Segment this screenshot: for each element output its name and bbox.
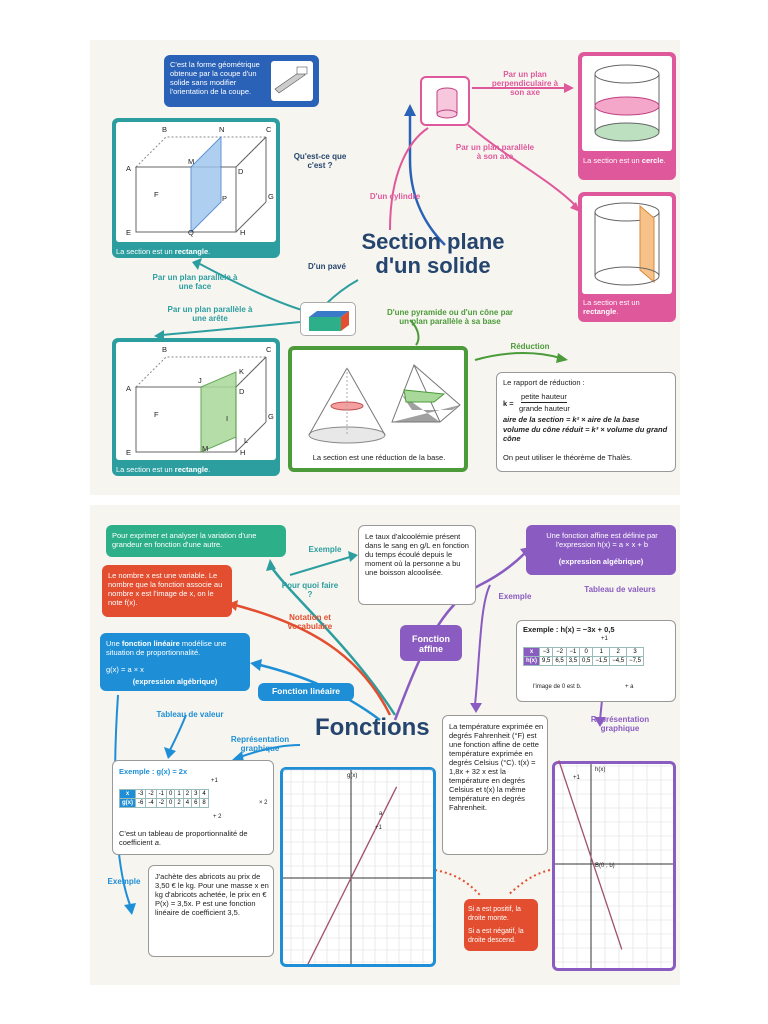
h-x-cell: 1	[593, 648, 610, 657]
cylinder-label: D'un cylindre	[369, 192, 421, 201]
vertex-f: F	[154, 410, 159, 419]
g-gx-cell: 6	[192, 799, 200, 808]
linear-def-text: Une fonction linéaire modélise une situation de proportionnalité.	[106, 639, 227, 657]
linear-example-title: Exemple : g(x) = 2x	[119, 767, 188, 776]
notation-label: Notation et vocabulaire	[287, 613, 333, 631]
linear-expression: g(x) = a × x	[106, 665, 144, 674]
pave-edge-box	[112, 338, 280, 476]
fahrenheit-text: La température exprimée en degrés Fahrenheit (°F) est une fonction affine de cette température exprimée en degrés Celsius (°C). t(x) = 1,8x + 32 x est la température en degrés Celsius et t(x) la même température en degrés Fahrenheit.	[449, 722, 544, 812]
vertex-d: D	[238, 167, 244, 176]
graph1-y-label: g(x)	[347, 773, 358, 779]
h-x-cell: 2	[610, 648, 627, 657]
g-x-cell: -1	[156, 790, 166, 799]
g-x-cell: 2	[183, 790, 191, 799]
pave-icon	[300, 302, 356, 336]
parallel-axis-label: Par un plan parallèle à son axe	[455, 143, 535, 161]
pave-edge-figure	[116, 342, 276, 460]
parallel-edge-label: Par un plan parallèle à une arête	[167, 305, 253, 323]
pave-label: D'un pavé	[308, 262, 346, 271]
vertex-c: C	[266, 125, 272, 134]
section-plane-page	[90, 40, 680, 495]
example-label-2: Exemple	[107, 877, 141, 886]
g-x-cell: -3	[136, 790, 146, 799]
h-hx-cell: 3,5	[566, 657, 579, 666]
affine-function-line	[559, 760, 622, 949]
question-label: Qu'est-ce que c'est ?	[293, 152, 347, 170]
value-table-label: Tableau de valeur	[156, 710, 224, 719]
reduction-label: Réduction	[510, 342, 550, 351]
apricot-example-box	[148, 865, 274, 957]
h-x-cell: −1	[566, 648, 579, 657]
vertex-m: M	[188, 157, 195, 166]
pyramid-label: D'une pyramide ou d'un cône par un plan parallèle à sa base	[386, 308, 514, 326]
vertex-i: I	[226, 414, 229, 423]
cylinder-circle-caption: La section est un cercle.	[583, 156, 666, 165]
cylinder-rect-caption: La section est un rectangle.	[583, 298, 640, 316]
proportionality-note: C'est un tableau de proportionnalité de coefficient a.	[119, 829, 248, 847]
affine-graph	[552, 761, 676, 971]
definition-box	[164, 55, 319, 107]
vertex-a: A	[126, 384, 132, 393]
linear-def-box	[100, 633, 250, 691]
alcohol-example-text: Le taux d'alcoolémie présent dans le sang en g/L en fonction du temps écoulé depuis le moment où la personne a bu une boisson alcoolisée.	[365, 532, 469, 577]
parallel-face-label: Par un plan parallèle à une face	[152, 273, 238, 291]
graph1-slope: a	[379, 811, 383, 817]
ratio-denominator: grande hauteur	[519, 404, 570, 413]
cylinder-icon	[420, 76, 470, 126]
linear-function-label: Fonction linéaire	[271, 686, 340, 696]
g-x-cell: 1	[175, 790, 183, 799]
slope-positive-note: Si a est positif, la droite monte.	[468, 906, 521, 922]
vertex-e: E	[126, 448, 132, 457]
h-hx-cell: −4,5	[610, 657, 627, 666]
linear-function-tag	[258, 683, 354, 701]
linear-factor: × 2	[259, 800, 268, 806]
vertex-a: A	[126, 164, 132, 173]
g-gx-cell: 2	[175, 799, 183, 808]
graph2-step: +1	[573, 775, 580, 781]
g-x-header: x	[120, 790, 136, 799]
fonctions-page	[90, 505, 680, 985]
perpendicular-label: Par un plan perpendiculaire à son axe	[491, 70, 559, 97]
h-x-cell: 3	[627, 648, 644, 657]
alcohol-example-box	[358, 525, 476, 605]
g-gx-cell: 0	[167, 799, 175, 808]
slope-note-box	[464, 899, 538, 951]
graph2-intercept: B(0 ; b)	[595, 863, 615, 869]
affine-values-table	[523, 647, 644, 666]
affine-def-box	[526, 525, 676, 575]
slope-negative-note: Si a est négatif, la droite descend.	[468, 928, 524, 944]
graph-label-1: Représentation graphique	[230, 735, 290, 753]
linear-values-table	[119, 789, 209, 808]
affine-table-box	[516, 620, 676, 702]
pave-face-box	[112, 118, 280, 258]
ratio-box	[496, 372, 676, 472]
cylinder-rect-box	[578, 192, 676, 322]
fahrenheit-box	[442, 715, 548, 855]
cylinder-circle-figure	[582, 56, 672, 151]
affine-step-top: +1	[601, 636, 608, 642]
linear-graph	[280, 767, 436, 967]
affine-function-label: Fonction affine	[412, 634, 450, 654]
g-x-cell: 4	[200, 790, 208, 799]
g-gx-cell: 8	[200, 799, 208, 808]
thales-note: On peut utiliser le théorème de Thalès.	[503, 453, 633, 462]
ratio-intro: Le rapport de réduction :	[503, 378, 585, 387]
affine-expression-label: (expression algébrique)	[558, 557, 644, 566]
cylinder-circle-box	[578, 52, 676, 180]
h-hx-cell: 0,5	[580, 657, 593, 666]
affine-example-title: Exemple : h(x) = −3x + 0,5	[523, 625, 615, 634]
section-plane-title	[358, 230, 508, 278]
g-x-cell: 0	[167, 790, 175, 799]
vertex-f: F	[154, 190, 159, 199]
linear-table-box	[112, 760, 274, 855]
h-hx-header: h(x)	[524, 657, 540, 666]
vertex-c: C	[266, 345, 272, 354]
cone-pyramid-figure	[292, 350, 464, 450]
graph-label-2: Représentation graphique	[590, 715, 650, 733]
title-line-2: d'un solide	[375, 253, 491, 278]
vertex-g: G	[268, 412, 274, 421]
g-gx-header: g(x)	[120, 799, 136, 808]
g-x-cell: 3	[192, 790, 200, 799]
vertex-k: K	[239, 367, 245, 376]
g-gx-cell: -6	[136, 799, 146, 808]
affine-def-text: Une fonction affine est définie par l'expression h(x) = a × x + b	[546, 531, 658, 549]
title-line-1: Section plane	[361, 229, 505, 254]
affine-table-label: Tableau de valeurs	[584, 585, 656, 594]
ratio-numerator: petite hauteur	[521, 392, 567, 401]
notation-text: Le nombre x est une variable. Le nombre que la fonction associe au nombre x est l'image de x, on le note f(x).	[108, 571, 223, 607]
vertex-l: L	[244, 436, 249, 445]
image-of-zero-note: l'image de 0 est b.	[533, 684, 582, 690]
h-hx-cell: 6,5	[553, 657, 566, 666]
cylinder-rect-figure	[582, 196, 672, 294]
h-x-cell: 0	[580, 648, 593, 657]
vertex-j: J	[198, 376, 202, 385]
vertex-g: G	[268, 192, 274, 201]
h-hx-cell: 9,5	[540, 657, 553, 666]
vertex-h: H	[240, 448, 246, 457]
h-x-cell: −2	[553, 648, 566, 657]
linear-expression-label: (expression algébrique)	[132, 677, 218, 686]
apricot-example-text: J'achète des abricots au prix de 3,50 € le kg. Pour une masse x en kg d'abricots achetée, le prix en € P(x) = 3,5x. P est une fonction linéaire de coefficient 3,5.	[155, 872, 269, 917]
linear-step-top: +1	[211, 778, 218, 784]
definition-text: C'est la forme géométrique obtenue par la coupe d'un solide sans modifier l'orientation de la coupe.	[170, 60, 260, 96]
vertex-b: B	[162, 125, 168, 134]
vertex-q: Q	[188, 228, 194, 237]
h-hx-cell: −7,5	[627, 657, 644, 666]
graph2-y-label: h(x)	[595, 767, 606, 773]
example-label-3: Exemple	[498, 592, 532, 601]
graph1-step: +1	[375, 825, 382, 831]
vertex-n: N	[219, 125, 225, 134]
purpose-label: Pour quoi faire ?	[281, 581, 339, 599]
g-x-cell: -2	[146, 790, 156, 799]
pave-face-caption: La section est un rectangle.	[116, 247, 211, 256]
area-formula: aire de la section = k² × aire de la base	[503, 415, 640, 424]
fonctions-title: Fonctions	[315, 714, 430, 741]
vertex-p: P	[222, 194, 228, 203]
h-x-cell: −3	[540, 648, 553, 657]
intro-box	[106, 525, 286, 557]
h-x-header: x	[524, 648, 540, 657]
reduction-box	[288, 346, 468, 472]
vertex-d: D	[239, 387, 245, 396]
linear-graph-svg	[283, 770, 433, 964]
pave-edge-caption: La section est un rectangle.	[116, 465, 211, 474]
volume-formula: volume du cône réduit = k³ × volume du grand cône	[503, 425, 668, 443]
g-gx-cell: 4	[183, 799, 191, 808]
reduction-caption: La section est une réduction de la base.	[312, 453, 446, 462]
linear-step-bottom: + 2	[213, 814, 222, 820]
h-hx-cell: −1,5	[593, 657, 610, 666]
g-gx-cell: -2	[156, 799, 166, 808]
saw-icon	[271, 61, 313, 101]
vertex-m: M	[202, 444, 209, 453]
vertex-b: B	[162, 345, 168, 354]
vertex-h: H	[240, 228, 246, 237]
affine-function-tag	[400, 625, 462, 661]
ratio-k: k =	[503, 399, 514, 408]
example-label-1: Exemple	[308, 545, 342, 554]
g-gx-cell: -4	[146, 799, 156, 808]
intro-text: Pour exprimer et analyser la variation d'une grandeur en fonction d'une autre.	[112, 531, 257, 549]
affine-step-bottom: + a	[625, 684, 634, 690]
pave-face-figure	[116, 122, 276, 242]
vertex-e: E	[126, 228, 132, 237]
notation-box	[102, 565, 232, 617]
